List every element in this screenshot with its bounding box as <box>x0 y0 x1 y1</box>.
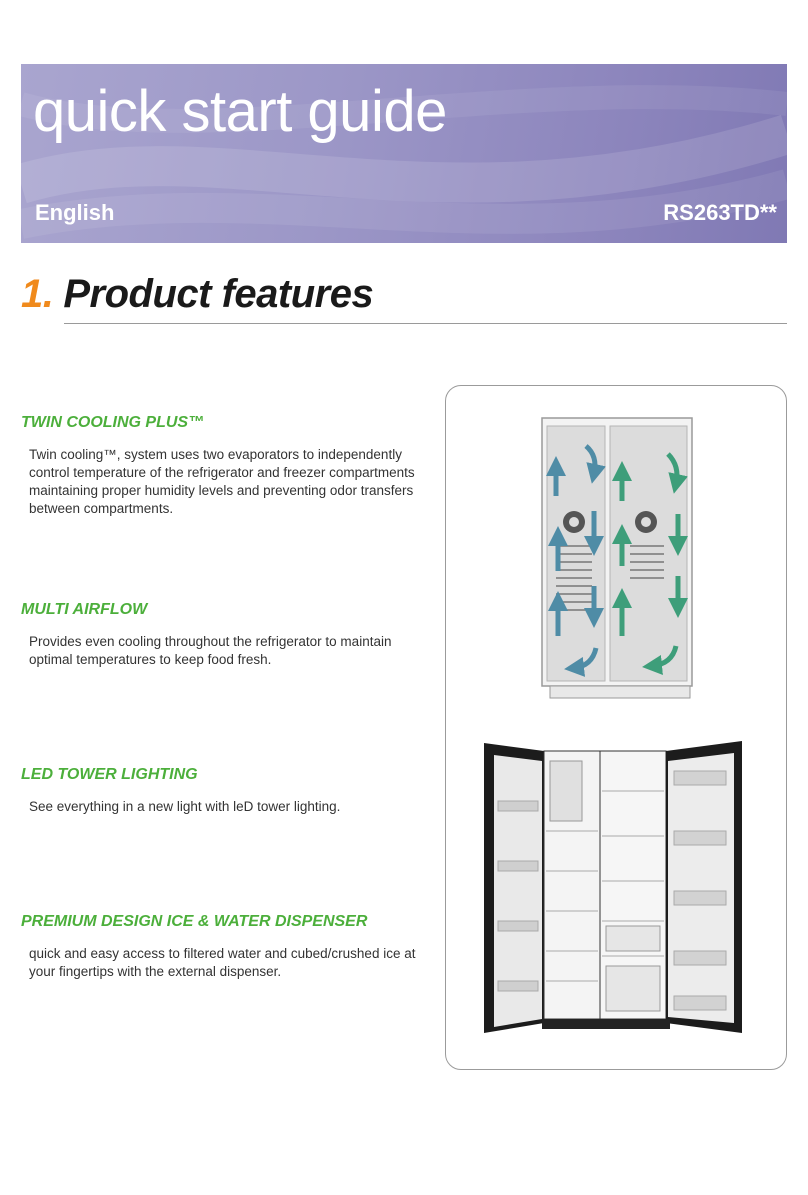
feature-text-multi-airflow: Provides even cooling throughout the refrigerator to maintain optimal temperatures to keep food fresh. <box>29 634 392 667</box>
guide-title: quick start guide <box>33 79 447 144</box>
feature-text-dispenser: quick and easy access to filtered water and cubed/crushed ice at your fingertips with the external dispenser. <box>29 946 416 979</box>
section-title: Product features <box>63 272 374 316</box>
airflow-diagram <box>446 386 786 706</box>
fridge-base <box>550 686 690 698</box>
header-banner <box>21 64 787 243</box>
feature-text-twin-cooling: Twin cooling™, system uses two evaporators to independently control temperature of the refrigerator and freezer compartments maintaining proper humidity levels and preventing odor transfers between compartments. <box>29 447 415 516</box>
language-label: English <box>35 200 115 225</box>
section-divider <box>64 323 787 324</box>
section-heading <box>21 272 373 317</box>
feature-title-dispenser: PREMIUM DESIGN ICE & WATER DISPENSER <box>21 913 368 930</box>
feature-title-twin-cooling: TWIN COOLING PLUS™ <box>21 414 205 431</box>
refrigerator-open-image <box>446 731 786 1061</box>
section-number: 1. <box>21 272 54 316</box>
feature-text-led-lighting: See everything in a new light with leD tower lighting. <box>29 799 341 814</box>
feature-title-multi-airflow: MULTI AIRFLOW <box>21 601 148 618</box>
feature-title-led-lighting: LED TOWER LIGHTING <box>21 766 198 783</box>
model-number: RS263TD** <box>663 200 777 225</box>
freezer-fan-icon <box>563 511 585 533</box>
illustration-panel <box>445 385 787 1070</box>
fridge-fan-icon <box>635 511 657 533</box>
